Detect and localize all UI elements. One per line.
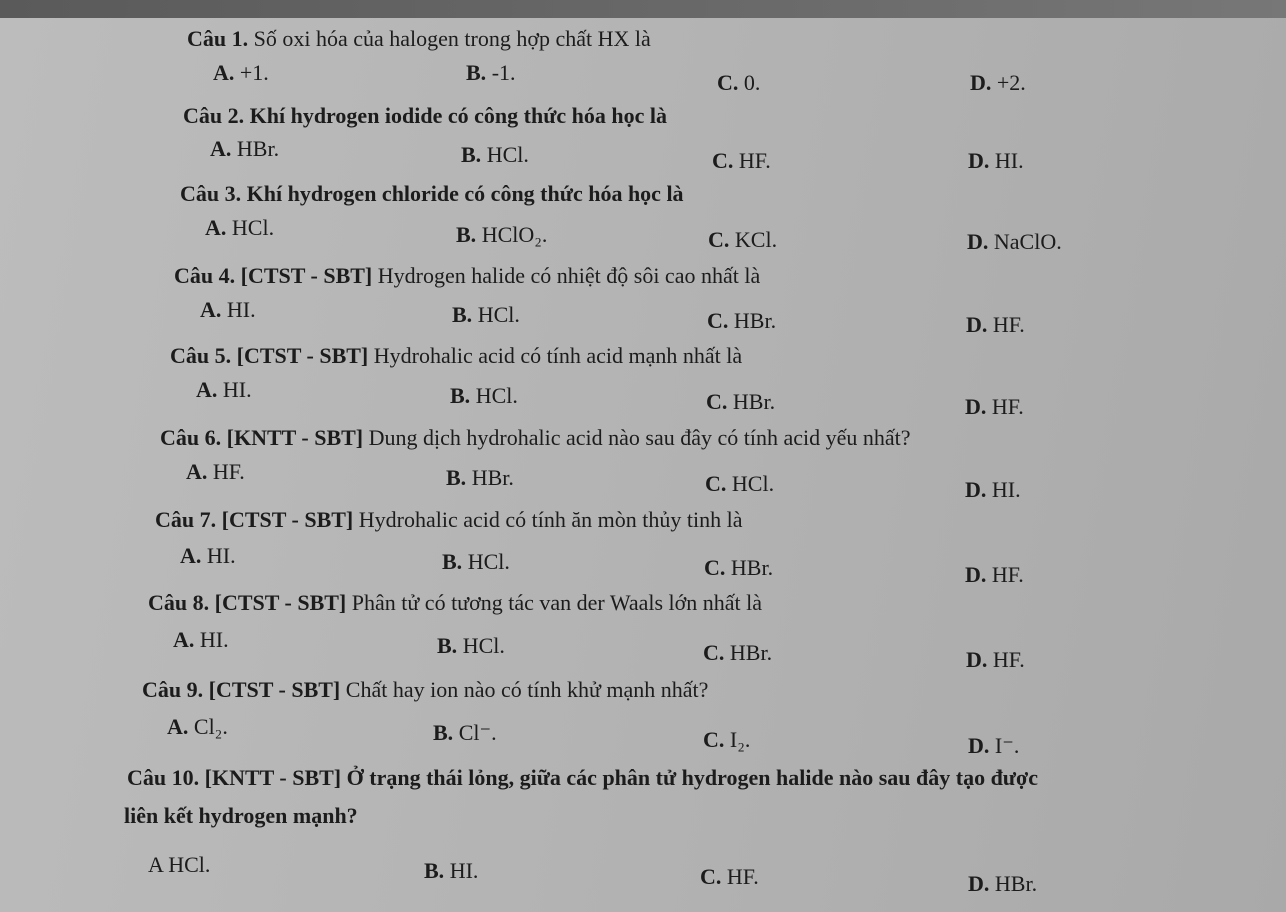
photo-top-edge [0, 0, 1286, 18]
q1-option-a: A. +1. [213, 60, 269, 85]
question-10-continued: liên kết hydrogen mạnh? [124, 803, 358, 828]
q1-option-c: C. 0. [717, 70, 761, 95]
q6-option-d: D. HI. [965, 477, 1021, 502]
q5-option-c: C. HBr. [706, 389, 776, 414]
q9-option-c: C. I₂. [703, 727, 751, 752]
q9-option-a: A. Cl₂. [167, 714, 228, 739]
q7-option-a: A. HI. [180, 543, 236, 568]
q7-option-d: D. HF. [965, 562, 1024, 587]
q6-option-c: C. HCl. [705, 471, 775, 496]
q10-option-d: D. HBr. [968, 871, 1038, 896]
q8-option-d: D. HF. [966, 647, 1025, 672]
question-5: Câu 5. [CTST - SBT] Hydrohalic acid có tính acid mạnh nhất là [170, 343, 743, 368]
q3-option-d: D. NaClO. [967, 229, 1062, 254]
q1-option-b: B. -1. [466, 60, 516, 85]
question-9: Câu 9. [CTST - SBT] Chất hay ion nào có tính khử mạnh nhất? [142, 677, 709, 702]
q5-option-b: B. HCl. [450, 383, 518, 408]
question-2: Câu 2. Khí hydrogen iodide có công thức hóa học là [183, 103, 668, 128]
q10-option-c: C. HF. [700, 864, 759, 889]
q6-option-a: A. HF. [186, 459, 245, 484]
question-7: Câu 7. [CTST - SBT] Hydrohalic acid có tính ăn mòn thủy tinh là [155, 507, 743, 532]
question-8: Câu 8. [CTST - SBT] Phân tử có tương tác van der Waals lớn nhất là [148, 590, 763, 615]
q2-option-d: D. HI. [968, 148, 1024, 173]
q5-option-a: A. HI. [196, 377, 252, 402]
q5-option-d: D. HF. [965, 394, 1024, 419]
q3-option-b: B. HClO₂. [456, 222, 548, 247]
q10-option-b: B. HI. [424, 858, 479, 883]
q3-option-a: A. HCl. [205, 215, 275, 240]
q7-option-b: B. HCl. [442, 549, 510, 574]
q10-option-a: A HCl. [148, 852, 211, 877]
q8-option-b: B. HCl. [437, 633, 505, 658]
q9-option-d: D. I⁻. [968, 733, 1020, 758]
q3-option-c: C. KCl. [708, 227, 778, 252]
q6-option-b: B. HBr. [446, 465, 514, 490]
q8-option-c: C. HBr. [703, 640, 773, 665]
question-4: Câu 4. [CTST - SBT] Hydrogen halide có nhiệt độ sôi cao nhất là [174, 263, 761, 288]
question-10: Câu 10. [KNTT - SBT] Ở trạng thái lỏng, giữa các phân tử hydrogen halide nào sau đây tạo được [127, 765, 1038, 790]
q4-option-d: D. HF. [966, 312, 1025, 337]
q9-option-b: B. Cl⁻. [433, 720, 497, 745]
q4-option-c: C. HBr. [707, 308, 777, 333]
q1-option-d: D. +2. [970, 70, 1026, 95]
q2-option-a: A. HBr. [210, 136, 280, 161]
question-1: Câu 1. Số oxi hóa của halogen trong hợp chất HX là [187, 26, 651, 51]
question-3: Câu 3. Khí hydrogen chloride có công thức hóa học là [180, 181, 684, 206]
q4-option-b: B. HCl. [452, 302, 520, 327]
q7-option-c: C. HBr. [704, 555, 774, 580]
q2-option-b: B. HCl. [461, 142, 529, 167]
q4-option-a: A. HI. [200, 297, 256, 322]
question-6: Câu 6. [KNTT - SBT] Dung dịch hydrohalic acid nào sau đây có tính acid yếu nhất? [160, 425, 911, 450]
q8-option-a: A. HI. [173, 627, 229, 652]
q2-option-c: C. HF. [712, 148, 771, 173]
